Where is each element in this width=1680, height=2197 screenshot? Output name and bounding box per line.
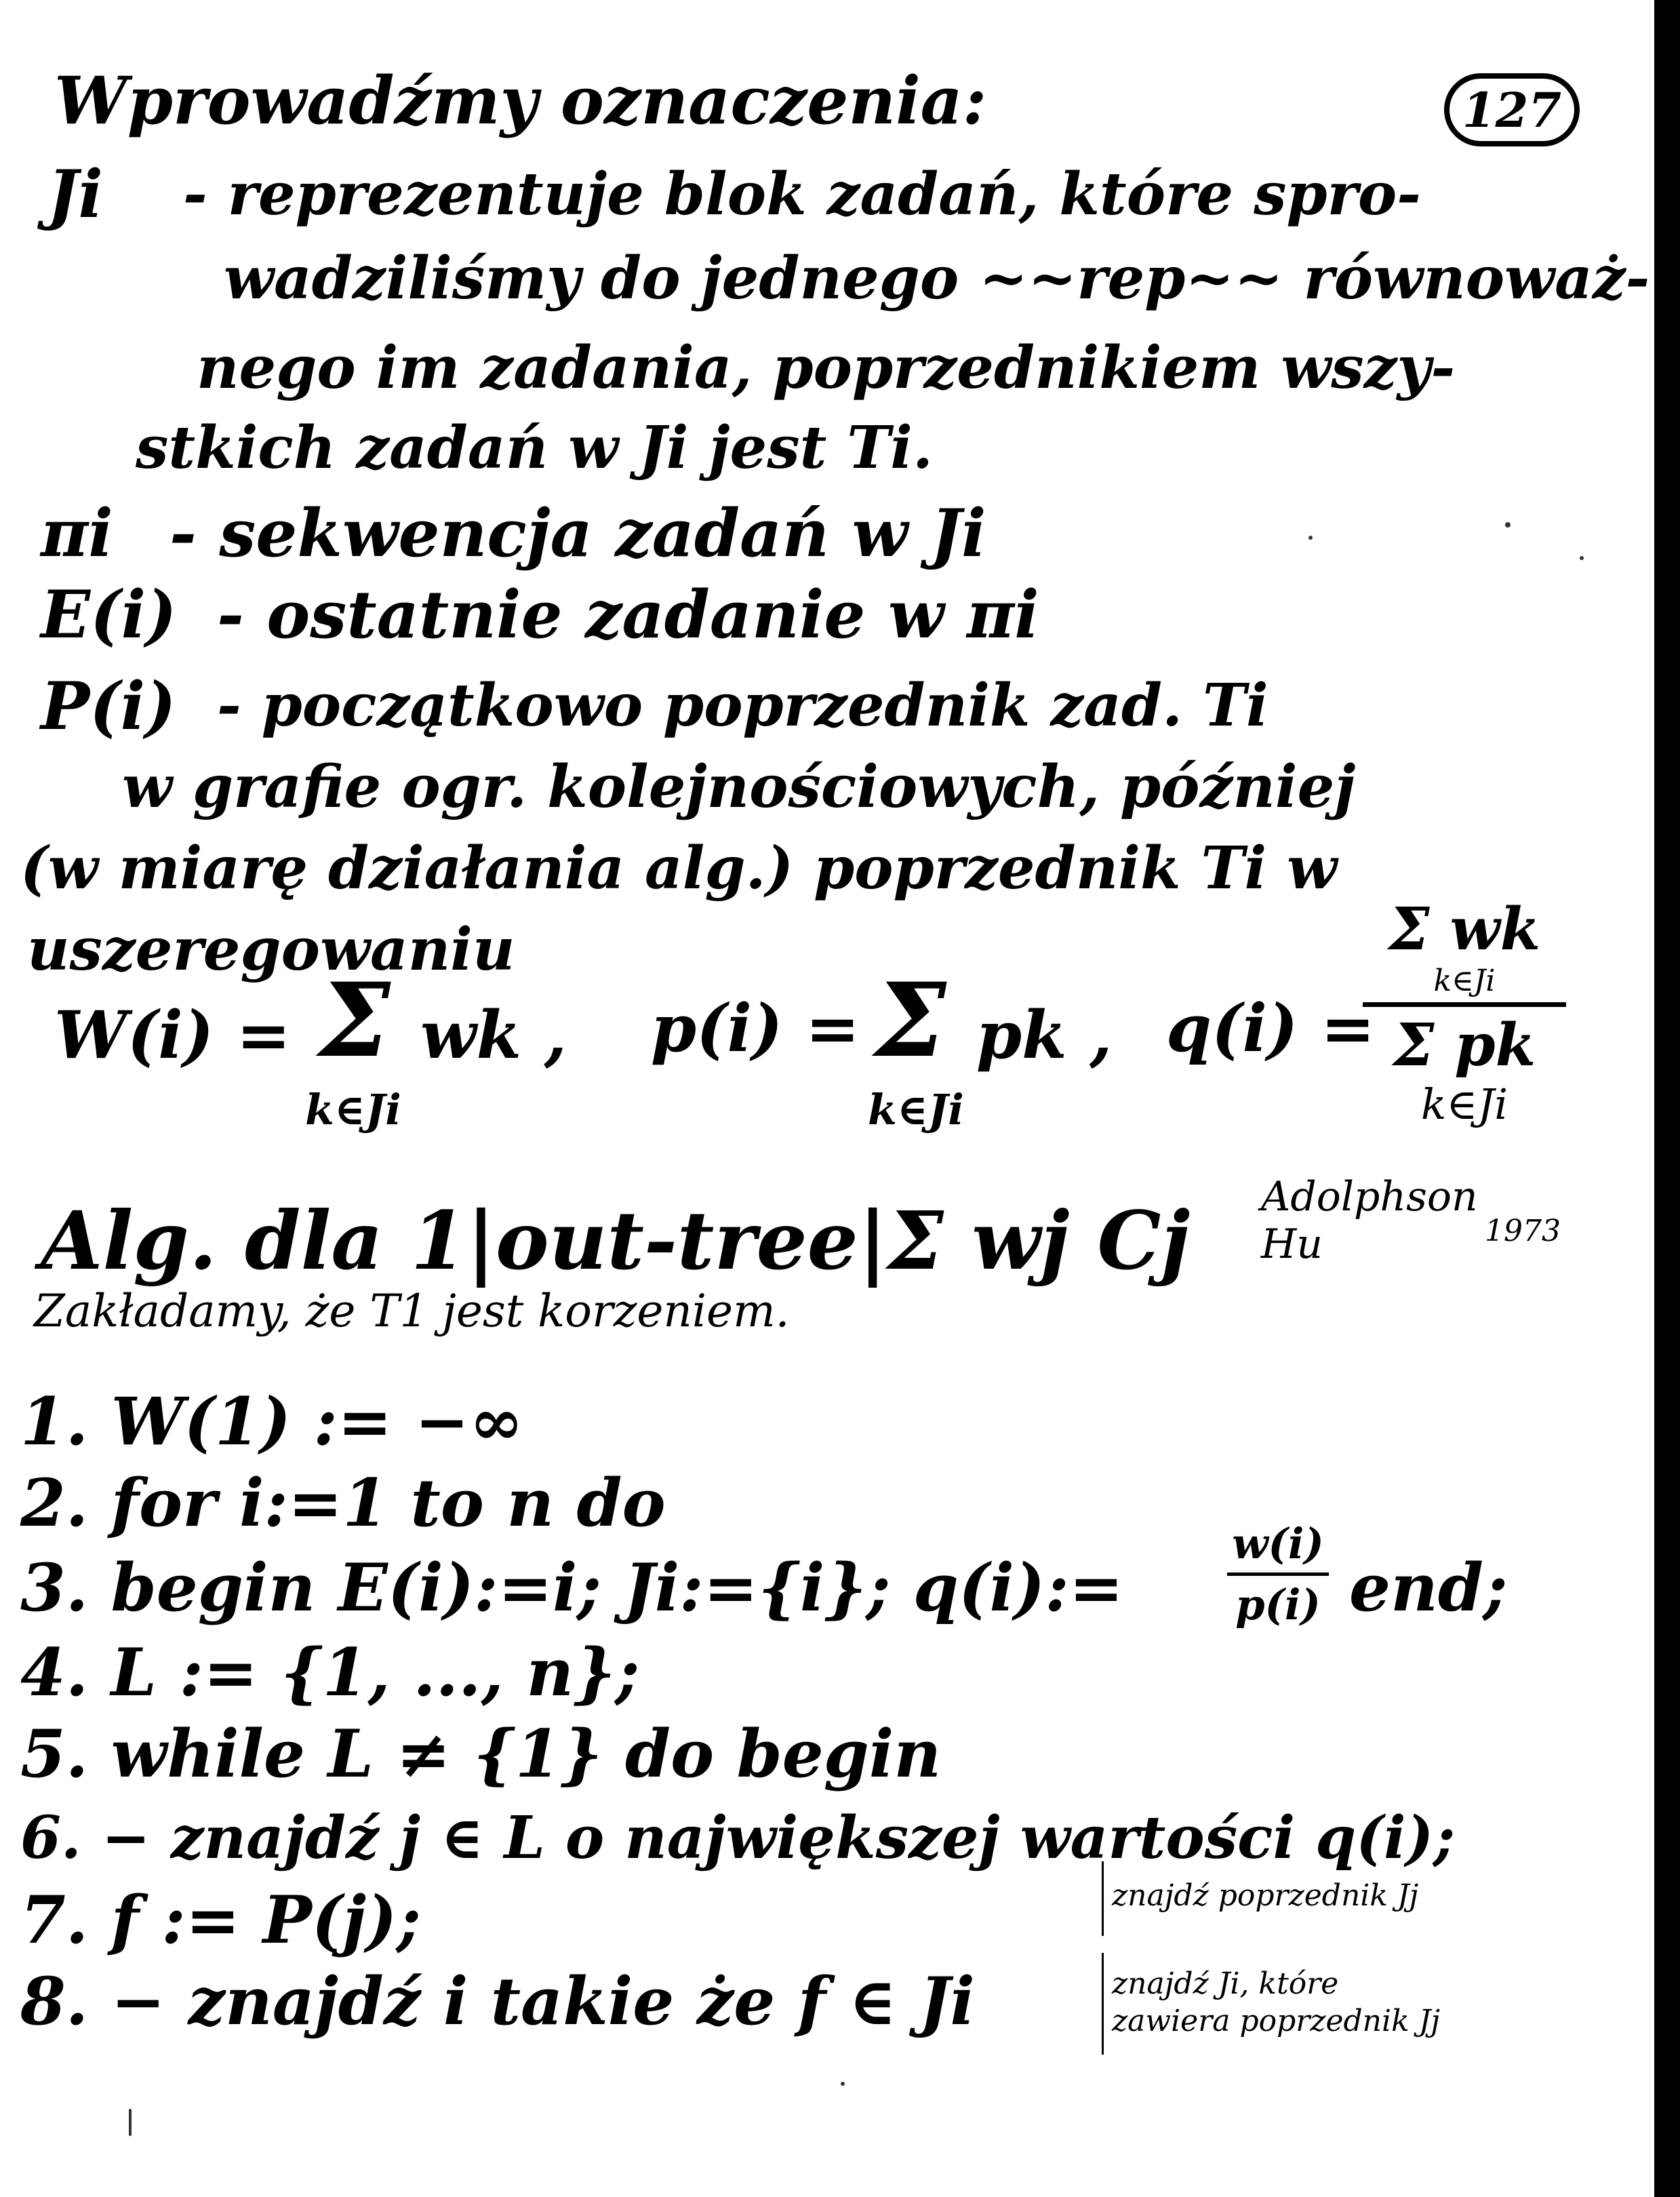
q-fraction xyxy=(1363,895,1566,1129)
note-brace-1 xyxy=(1102,1861,1104,1936)
formula-q-lhs: q(i) = xyxy=(1166,990,1376,1067)
ji-line-4: stkich zadań w Ji jest Ti. xyxy=(136,414,933,482)
note-2: znajdź Ji, które xyxy=(1112,1966,1339,2001)
e-definition: - ostatnie zadanie w πi xyxy=(217,576,1039,653)
step-4: 4. L := {1, ..., n}; xyxy=(20,1634,640,1711)
step-1: 1. W(1) := −∞ xyxy=(20,1383,524,1460)
step-3-denominator: p(i) xyxy=(1235,1580,1321,1629)
q-numerator: Σ wk xyxy=(1388,895,1541,964)
formula-w-term: wk , xyxy=(420,997,567,1073)
q-numerator-sub: k∈Ji xyxy=(1433,964,1496,998)
step-8: 8. − znajdź i takie że f ∈ Ji xyxy=(20,1963,975,2040)
step-3-fraction-bar xyxy=(1227,1572,1329,1576)
scan-speck xyxy=(129,2109,132,2136)
note-1: znajdź poprzednik Jj xyxy=(1112,1878,1419,1913)
algorithm-title: Alg. dla 1|out-tree|Σ wj Cj xyxy=(41,1193,1191,1288)
sigma-w: Σ xyxy=(319,961,391,1080)
note-brace-2 xyxy=(1102,1953,1104,2055)
step-2: 2. for i:=1 to n do xyxy=(20,1465,666,1541)
ji-line-3: nego im zadania, poprzednikiem wszy- xyxy=(197,334,1456,402)
sigma-p: Σ xyxy=(875,961,947,1080)
scan-edge xyxy=(1654,0,1680,2197)
p-line-3: (w miarę działania alg.) poprzednik Ti w xyxy=(20,834,1338,903)
reference-year: 1973 xyxy=(1485,1214,1561,1248)
formula-p-lhs: p(i) = xyxy=(651,990,860,1067)
heading: Wprowadźmy oznaczenia: xyxy=(54,62,987,139)
step-6: 6. − znajdź j ∈ L o największej wartości q(i); xyxy=(20,1804,1456,1872)
step-3-numerator: w(i) xyxy=(1232,1519,1324,1568)
reference-author-2: Hu xyxy=(1261,1221,1323,1268)
assumption-text: Zakładamy, że T1 jest korzeniem. xyxy=(34,1285,790,1337)
p-line-1: - początkowo poprzednik zad. Ti xyxy=(217,671,1268,740)
step-3-fraction xyxy=(1227,1519,1329,1629)
scan-speck xyxy=(1505,522,1511,528)
formula-w-sub: k∈Ji xyxy=(305,1085,401,1134)
scan-speck xyxy=(841,2082,845,2086)
fraction-bar xyxy=(1363,1002,1566,1007)
formula-p-sub: k∈Ji xyxy=(868,1085,964,1134)
ji-line-2: wadziliśmy do jednego ~~rep~~ równoważ- xyxy=(224,244,1650,313)
page-number: 127 xyxy=(1444,73,1580,146)
pi-symbol: πi xyxy=(41,495,113,572)
scan-speck xyxy=(1580,556,1584,560)
reference-author-1: Adolphson xyxy=(1261,1173,1478,1221)
p-line-4: uszeregowaniu xyxy=(27,915,515,984)
pi-definition: - sekwencja zadań w Ji xyxy=(169,495,986,572)
note-3: zawiera poprzednik Jj xyxy=(1112,2004,1441,2038)
p-line-2: w grafie ogr. kolejnościowych, później xyxy=(122,753,1356,821)
q-denominator-sub: k∈Ji xyxy=(1420,1080,1508,1129)
p-symbol: P(i) xyxy=(41,668,176,745)
step-5: 5. while L ≠ {1} do begin xyxy=(20,1716,942,1792)
step-3: 3. begin E(i):=i; Ji:={i}; q(i):= xyxy=(20,1549,1124,1626)
ji-symbol: Ji xyxy=(47,156,103,233)
formula-p-term: pk , xyxy=(976,997,1113,1073)
scan-speck xyxy=(1308,536,1313,540)
step-7: 7. f := P(j); xyxy=(20,1882,421,1958)
ji-line-1: - reprezentuje blok zadań, które spro- xyxy=(183,160,1421,229)
formula-w-lhs: W(i) = xyxy=(54,997,291,1073)
step-3-end: end; xyxy=(1349,1549,1508,1626)
e-symbol: E(i) xyxy=(41,576,177,653)
q-denominator: Σ pk xyxy=(1393,1011,1536,1080)
